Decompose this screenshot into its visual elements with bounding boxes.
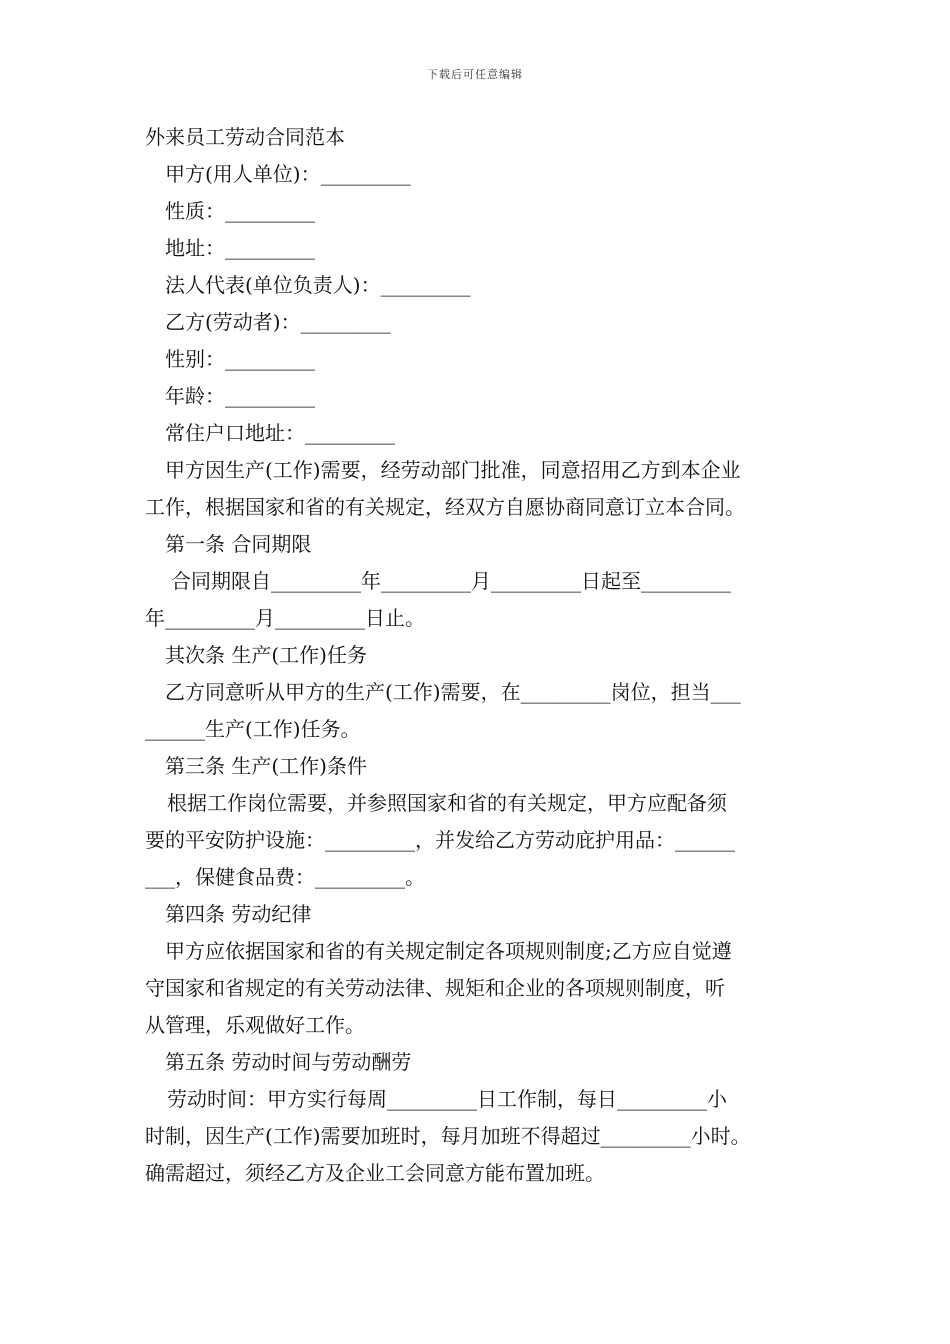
paragraph-line: 乙方同意听从甲方的生产(工作)需要，在_________岗位，担当___ xyxy=(165,680,741,704)
paragraph-line: 甲方因生产(工作)需要，经劳动部门批准，同意招用乙方到本企业 xyxy=(165,458,741,482)
party-b-line: 乙方(劳动者)：_________ xyxy=(165,310,391,334)
nature-line: 性质：_________ xyxy=(165,199,315,223)
paragraph-line: 甲方应依据国家和省的有关规定制定各项规则制度;乙方应自觉遵 xyxy=(165,939,732,963)
paragraph-line: ______生产(工作)任务。 xyxy=(145,717,361,741)
party-a-line: 甲方(用人单位)：_________ xyxy=(165,162,411,186)
article-heading: 第三条 生产(工作)条件 xyxy=(165,754,367,778)
paragraph-line: ___，保健食品费：_________。 xyxy=(145,865,425,889)
article-heading: 第一条 合同期限 xyxy=(165,532,312,556)
paragraph-line: 从管理，乐观做好工作。 xyxy=(145,1013,365,1037)
paragraph-line: 根据工作岗位需要，并参照国家和省的有关规定，甲方应配备须 xyxy=(167,791,727,815)
document-title: 外来员工劳动合同范本 xyxy=(145,125,345,149)
document-body xyxy=(145,119,825,1192)
residence-line: 常住户口地址：_________ xyxy=(165,421,395,445)
article-heading: 第四条 劳动纪律 xyxy=(165,902,312,926)
gender-line: 性别：_________ xyxy=(165,347,315,371)
article-heading: 其次条 生产(工作)任务 xyxy=(165,643,367,667)
article-heading: 第五条 劳动时间与劳动酬劳 xyxy=(165,1050,412,1074)
age-line: 年龄：_________ xyxy=(165,384,315,408)
paragraph-line: 合同期限自_________年_________月_________日起至_________ xyxy=(171,569,731,593)
paragraph-line: 劳动时间：甲方实行每周_________日工作制，每日_________小 xyxy=(167,1087,727,1111)
legal-rep-line: 法人代表(单位负责人)：_________ xyxy=(165,273,471,297)
paragraph-line: 守国家和省规定的有关劳动法律、规矩和企业的各项规则制度，听 xyxy=(145,976,725,1000)
address-line: 地址：_________ xyxy=(165,236,315,260)
paragraph-line: 要的平安防护设施：_________，并发给乙方劳动庇护用品：______ xyxy=(145,828,735,852)
paragraph-line: 年_________月_________日止。 xyxy=(145,606,425,630)
paragraph-line: 时制，因生产(工作)需要加班时，每月加班不得超过_________小时。 xyxy=(145,1124,751,1148)
header-note: 下载后可任意编辑 xyxy=(427,68,523,81)
paragraph-line: 工作，根据国家和省的有关规定，经双方自愿协商同意订立本合同。 xyxy=(145,495,745,519)
paragraph-line: 确需超过，须经乙方及企业工会同意方能布置加班。 xyxy=(145,1161,605,1185)
